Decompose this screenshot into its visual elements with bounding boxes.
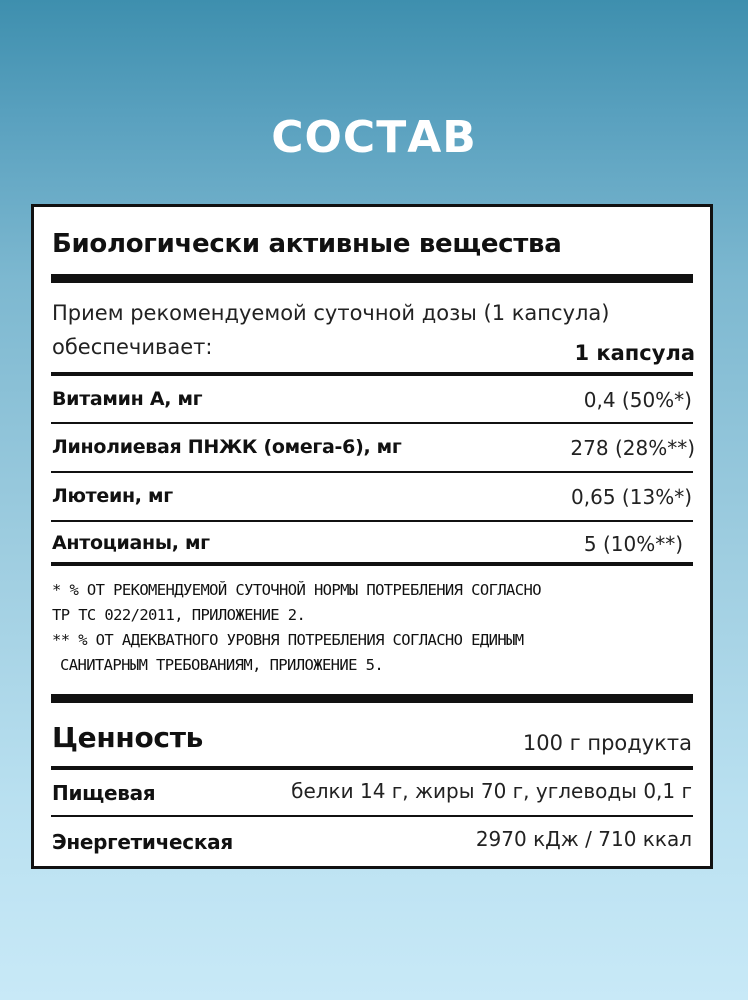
page-title: СОСТАВ [271, 112, 477, 163]
nutritional-label: Пищевая [52, 781, 156, 805]
footnote-line1: * % ОТ РЕКОМЕНДУЕМОЙ СУТОЧНОЙ НОРМЫ ПОТРЕБЛЕНИЯ СОГЛАСНО [52, 581, 541, 599]
row-divider [51, 422, 693, 424]
bioactive-title: Биологически активные вещества [52, 229, 562, 259]
nutrient-value-lutein: 0,65 (13%*) [571, 485, 692, 509]
nutritional-value: белки 14 г, жиры 70 г, углеводы 0,1 г [291, 779, 692, 803]
nutrient-value-omega6: 278 (28%**) [570, 436, 695, 460]
row-divider [51, 520, 693, 522]
divider [51, 562, 693, 566]
nutrient-value-anthocyanins: 5 (10%**) [583, 532, 683, 556]
energy-label: Энергетическая [52, 830, 233, 854]
divider [51, 766, 693, 770]
dose-intro-line1: Прием рекомендуемой суточной дозы (1 капсула) [52, 301, 610, 325]
nutrient-value-vitamin-a: 0,4 (50%*) [583, 388, 692, 412]
thick-divider [51, 274, 693, 283]
footnote-line4: САНИТАРНЫМ ТРЕБОВАНИЯМ, ПРИЛОЖЕНИЕ 5. [60, 656, 384, 674]
dose-intro-line2: обеспечивает: [52, 335, 213, 359]
column-header: 1 капсула [574, 341, 695, 365]
energy-value: 2970 кДж / 710 ккал [475, 827, 692, 851]
footnote-line3: ** % ОТ АДЕКВАТНОГО УРОВНЯ ПОТРЕБЛЕНИЯ СОГЛАСНО ЕДИНЫМ [52, 631, 524, 649]
nutrient-label-omega6: Линолиевая ПНЖК (омега-6), мг [52, 436, 402, 458]
nutrient-label-vitamin-a: Витамин А, мг [52, 388, 203, 410]
nutrient-label-anthocyanins: Антоцианы, мг [52, 532, 210, 554]
row-divider [51, 815, 693, 817]
value-per-amount: 100 г продукта [522, 731, 692, 755]
value-title: Ценность [52, 721, 204, 754]
thick-divider [51, 694, 693, 703]
nutrient-label-lutein: Лютеин, мг [52, 485, 173, 507]
footnote-line2: ТР ТС 022/2011, ПРИЛОЖЕНИЕ 2. [52, 606, 306, 624]
supplement-facts-panel [31, 204, 713, 869]
row-divider [51, 471, 693, 473]
divider [51, 372, 693, 376]
